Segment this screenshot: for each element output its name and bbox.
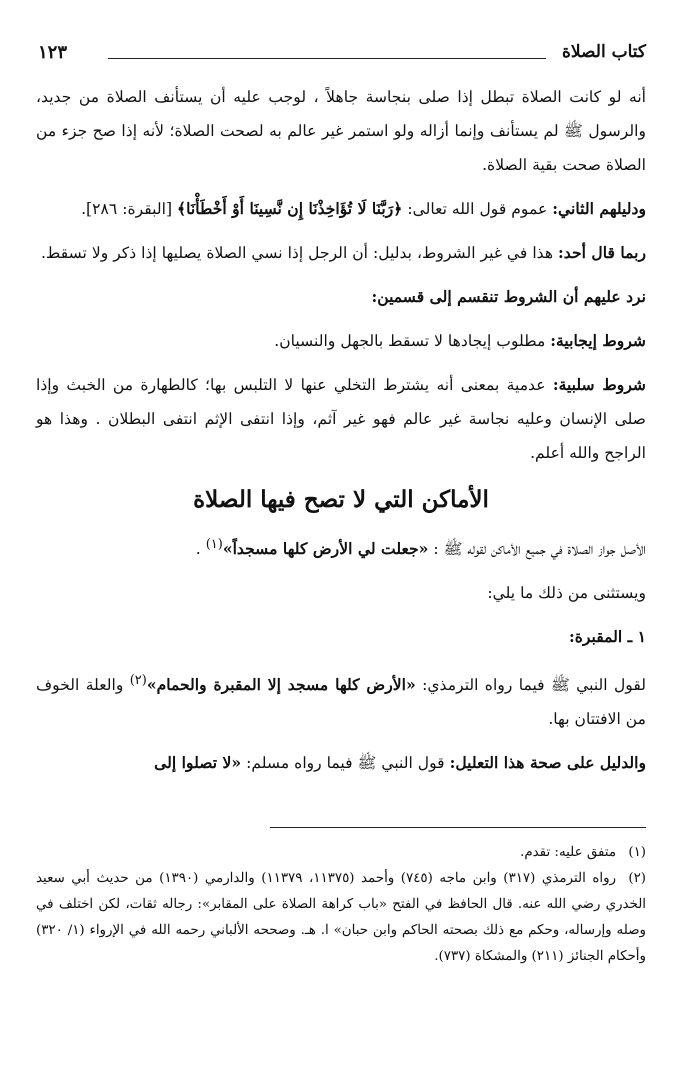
paragraph-1 [36,80,646,182]
paragraph-6 [36,368,646,470]
footnote-2-text: رواه الترمذي (٣١٧) وابن ماجه (٧٤٥) وأحمد (١١٣٧٥، ١١٣٧٩) والدارمي (١٣٩٠) من حديث أبي سعيد الخدري رضي الله عنه. قال الحافظ في الفتح «باب كراهة الصلاة على المقابر»: رجاله ثقات، لكن اختلف في وصله وإرساله، وحكم مع ذلك بصحته الحاكم وابن حبان» ا. هـ. وصححه الألباني رحمه الله في الإرواء (١/ ٣٢٠) وأحكام الجنائز (٢١١) والمشكاة (٧٣٧). [36,871,646,964]
paragraph-11-lead: والدليل على صحة هذا التعليل: [449,753,646,773]
hadith-quote-1: «جعلت لي الأرض كلها مسجداً» [222,539,429,559]
paragraph-6-lead: شروط سلبية: [552,375,646,394]
running-title: كتاب الصلاة [561,42,646,62]
footnote-1-number: (١) [628,845,646,860]
paragraph-11-text: قول النبي ﷺ فيما رواه مسلم: [241,754,450,773]
paragraph-7: الأصل جواز الصلاة في جميع الأماكن لقوله ﷺ : «جعلت لي الأرض كلها مسجداً»$^{(١)}$ . [195,537,646,559]
paragraph-10-tail: والعلة الخوف من الافتتان بها. [36,676,646,729]
paragraph-11 [36,746,646,780]
hadith-quote-2: «الأرض كلها مسجد إلا المقبرة والحمام» [146,675,416,695]
footnote-ref-2: (٢) [129,673,147,689]
quran-verse: ﴿رَبَّنَا لَا تُؤَاخِذْنَا إِن نَّسِينَا أَوْ أَخْطَأْنَا﴾ [176,199,403,218]
paragraph-5-text: مطلوب إيجادها لا تسقط بالجهل والنسيان. [274,332,551,350]
paragraph-10 [36,664,646,736]
list-item-cemetery: ١ ـ المقبرة: [568,627,646,647]
paragraph-3-text: هذا في غير الشروط، بدليل: أن الرجل إذا نسي الصلاة يصليها إذا ذكر ولا تسقط. [40,244,559,262]
paragraph-9 [36,620,646,654]
main-text [36,80,646,790]
paragraph-10-text: لقول النبي ﷺ فيما رواه الترمذي: [415,676,646,695]
footnotes [36,840,646,970]
page-number: ١٢٣ [38,42,68,63]
paragraph-4 [36,280,646,314]
paragraph-4-text: نرد عليهم أن الشروط تنقسم إلى قسمين: [371,287,646,306]
header-rule [108,58,546,59]
paragraph-8 [36,576,646,610]
footnote-ref-1: (١) [205,537,223,552]
paragraph-1-text: أنه لو كانت الصلاة تبطل إذا صلى بنجاسة جاهلاً ، لوجب عليه أن يستأنف الصلاة من جديد، والرسول ﷺ لم يستأنف وإنما أزاله ولو استمر غير عالم به لصحت الصلاة؛ لأنه إذا صح جزء من الصلاة صحت بقية الصلاة. [36,88,646,174]
paragraph-6-text: عدمية بمعنى أنه يشترط التخلي عنها لا التلبس بها؛ كالطهارة من الخبث وإذا صلى الإنسان وعليه نجاسة غير عالم فهو غير آثم، وإذا انتفى الإثم انتفى البطلان . وهذا هو الراجح والله أعلم. [36,376,646,462]
paragraph-5 [36,324,646,358]
paragraph-3-lead: ربما قال أحد: [558,243,646,262]
footnote-1 [36,840,646,866]
paragraph-3 [36,236,646,270]
verse-reference: [البقرة: ٢٨٦]. [81,200,177,218]
footnote-2 [36,866,646,970]
paragraph-5-lead: شروط إيجابية: [550,331,646,350]
footnote-2-number: (٢) [628,871,647,886]
page-header [30,36,654,70]
footnote-1-text: متفق عليه: تقدم. [520,845,616,860]
paragraph-2-text: عموم قول الله تعالى: [402,200,553,218]
section-title: الأماكن التي لا تصح فيها الصلاة [193,486,489,513]
paragraph-2-lead: ودليلهم الثاني: [552,199,646,218]
paragraph-2 [36,192,646,226]
paragraph-8-text: ويستثنى من ذلك ما يلي: [487,584,646,603]
paragraph-7-text: الأصل جواز الصلاة في جميع الأماكن لقوله ﷺ : [428,540,646,559]
footnote-separator [270,827,646,828]
hadith-quote-3: «لا تصلوا إلى [154,753,242,773]
